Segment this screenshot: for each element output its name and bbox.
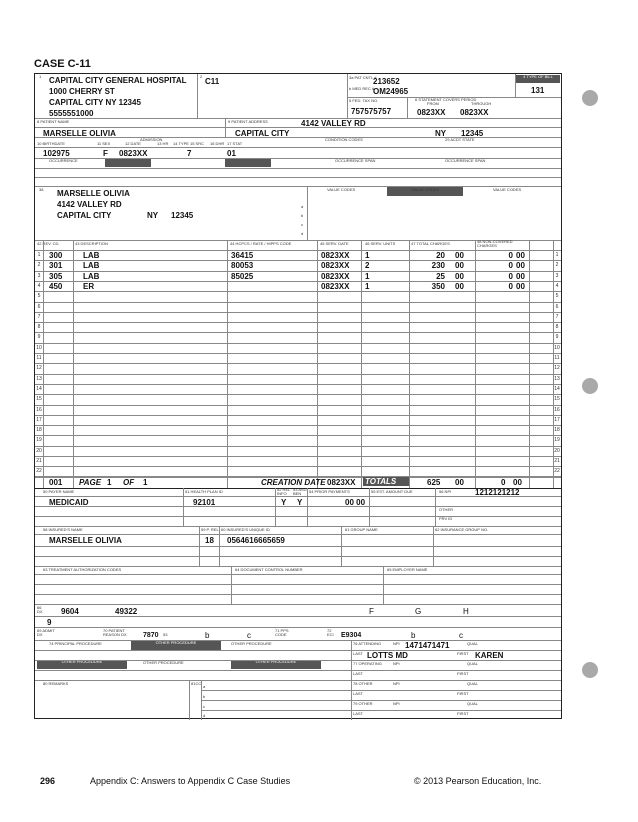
prv-id-label: PRV ID [439, 516, 453, 521]
line-item-units: 1 [365, 281, 370, 291]
line-item-date: 0823XX [321, 271, 350, 281]
other-procedure-label-a: OTHER PROCEDURE [131, 641, 221, 650]
other78-last-label: LAST [353, 691, 364, 696]
row-number: 20 [36, 447, 42, 454]
other-prv-label: OTHER [439, 507, 453, 512]
pps-code-label: 71 PPS CODE [275, 628, 289, 637]
reason-dx-b: b [205, 631, 210, 640]
line-item-units: 1 [365, 271, 370, 281]
row-number: 8 [555, 324, 559, 331]
insured-id: 0564616665659 [227, 536, 285, 545]
patient-address-label: 9 PATIENT ADDRESS [228, 119, 268, 124]
footer-text: Appendix C: Answers to Appendix C Case Studies [90, 776, 291, 786]
cc-row-c: c [203, 704, 205, 709]
row-number: 5 [555, 293, 559, 300]
line-item-rev: 301 [49, 261, 63, 271]
attending-first-label: FIRST [457, 651, 469, 656]
attending-last-label: LAST [353, 651, 364, 656]
sex: F [103, 149, 108, 158]
row-number: 5 [37, 293, 41, 300]
patient-status: 01 [227, 149, 236, 158]
provider-phone: 5555551000 [49, 109, 94, 118]
line-item-hcpcs: 36415 [231, 251, 254, 260]
prior-payments: 00 00 [345, 498, 366, 507]
other79-last-label: LAST [353, 711, 364, 716]
fed-tax-label: 5 FED. TAX NO. [349, 98, 379, 103]
page-number: 1 [107, 478, 112, 487]
row-number: 21 [36, 458, 42, 464]
statement-from: 0823XX [417, 108, 446, 117]
row-number: 16 [554, 406, 560, 413]
row-letter-a: a [301, 204, 304, 209]
payer-name-label: 50 PAYER NAME [43, 489, 75, 494]
line-item-date: 0823XX [321, 251, 350, 260]
operating-last-label: LAST [353, 671, 364, 676]
responsible-address: 4142 VALLEY RD [57, 200, 122, 209]
other-procedure-label-d: OTHER PROCEDURE [143, 660, 184, 665]
attending-npi: 1471471471 [405, 641, 450, 650]
operating-first-label: FIRST [457, 671, 469, 676]
npi-label: 56 NPI [439, 489, 452, 494]
line-item-nc-dollars: 0 [508, 251, 513, 260]
billing-npi: 1212121212 [475, 488, 520, 497]
dx-label: 66 DX [37, 605, 43, 614]
attending-qual-label: QUAL [467, 641, 478, 646]
row-number: 19 [36, 437, 42, 444]
row-number: 15 [554, 396, 560, 403]
reason-dx-c: c [247, 631, 251, 640]
line-item-desc: ER [83, 281, 95, 291]
insured-name: MARSELLE OLIVIA [49, 536, 122, 545]
admission-hr-label: 13 HR [157, 141, 169, 146]
payer-name: MEDICAID [49, 498, 89, 507]
attending-first: KAREN [475, 651, 504, 660]
hcpcs-header: 44 HCPCS / RATE / HIPPS CODE [230, 241, 292, 246]
row-number: 10 [554, 344, 560, 351]
patient-city: CAPITAL CITY [235, 129, 290, 138]
treatment-auth-label: 63 TREATMENT AUTHORIZATION CODES [43, 567, 122, 572]
provider-city: CAPITAL CITY NY 12345 [49, 98, 141, 107]
line-item-rev: 450 [49, 281, 63, 291]
other79-qual-label: QUAL [467, 701, 478, 706]
row-letter-b: b [301, 213, 304, 218]
sex-label: 11 SEX [97, 141, 111, 146]
line-item-desc: LAB [83, 261, 100, 271]
page-label: PAGE [79, 478, 102, 487]
cc-row-a: a [203, 684, 206, 689]
row-number: 16 [36, 406, 42, 413]
admission-src-label: 15 SRC [190, 141, 205, 146]
other79-npi-label: NPI [393, 701, 400, 706]
patient-name-label: 8 PATIENT NAME [37, 119, 70, 124]
line-item-nc-dollars: 0 [508, 261, 513, 271]
p-rel-label: 59 P. REL [201, 527, 219, 532]
row-number: 12 [554, 365, 560, 372]
responsible-city: CAPITAL CITY [57, 211, 112, 220]
line-item-cents: 00 [455, 271, 464, 281]
statement-from-label: FROM [427, 101, 439, 106]
other-procedure-label-c: OTHER PROCEDURE [37, 660, 127, 669]
responsible-zip: 12345 [171, 211, 194, 220]
row-number: 22 [36, 468, 42, 475]
document-control-label: 64 DOCUMENT CONTROL NUMBER [235, 567, 303, 572]
type-bill-label: 4 TYPE OF BILL [516, 75, 560, 83]
serv-units-header: 46 SERV. UNITS [365, 241, 396, 246]
row-number: 6 [37, 303, 41, 310]
total-nc-dollars: 0 [501, 478, 506, 487]
creation-date-label: CREATION DATE [261, 478, 326, 487]
est-amount-due-label: 55 EST. AMOUNT DUE [371, 489, 413, 494]
row-number: 20 [554, 447, 560, 454]
operating-npi-label: NPI [393, 661, 400, 666]
row-number: 21 [554, 458, 560, 464]
attending-npi-label: NPI [393, 641, 400, 646]
admission-label: ADMISSION [140, 137, 163, 142]
birthdate: 102975 [43, 149, 70, 158]
type-of-bill: 131 [531, 86, 545, 95]
prior-payments-label: 54 PRIOR PAYMENTS [309, 489, 350, 494]
non-covered-header: 48 NON-COVERED CHARGES [477, 239, 513, 248]
footer-page-number: 296 [40, 776, 56, 786]
patient-zip: 12345 [461, 129, 484, 138]
asg-ben-label: 53 ASG BEN [293, 487, 307, 496]
insured-id-label: 60 INSURED'S UNIQUE ID [221, 527, 270, 532]
row-number: 2 [555, 262, 559, 269]
line-item-dollars: 350 [431, 281, 445, 291]
line-item-date: 0823XX [321, 261, 350, 271]
row-number: 9 [37, 334, 41, 341]
health-plan-id-label: 51 HEALTH PLAN ID [185, 489, 223, 494]
other79-label: 79 OTHER [353, 701, 373, 706]
patient-state: NY [435, 129, 447, 138]
patient-address: 4142 VALLEY RD [301, 119, 366, 128]
punch-hole-icon [582, 662, 598, 678]
occurrence-span-label: OCCURRENCE SPAN [335, 158, 376, 163]
row-number: 1 [555, 252, 559, 258]
dhr-label: 16 DHR [210, 141, 225, 146]
line-item-desc: LAB [83, 251, 100, 260]
other78-qual-label: QUAL [467, 681, 478, 686]
other-procedure-label-b: OTHER PROCEDURE [231, 641, 272, 646]
row-number: 1 [37, 252, 41, 258]
creation-date: 0823XX [327, 478, 356, 487]
row-number: 18 [36, 427, 42, 434]
patient-name: MARSELLE OLIVIA [43, 129, 116, 138]
cc-row-b: b [203, 694, 206, 699]
page-of: 1 [143, 478, 148, 487]
employer-name-label: 65 EMPLOYER NAME [387, 567, 428, 572]
value-codes-label-3: VALUE CODES [493, 187, 522, 192]
ub04-form: 1 CAPITAL CITY GENERAL HOSPITAL 1000 CHERRY ST CAPITAL CITY NY 12345 5555551000 2 C11 3a PAT CNTL # 213652 b MED REC # OM24965 4 TYPE OF BILL 131 5 FED. TAX NO. 757575757 6 STATEMENT COVERS PERIOD FROM THROUGH 0823XX 0823XX 8 PATIENT NAME 9 PATIENT ADDRESS 4142 VALLEY RD MARSELLE OLIVIA CAPITAL CITY NY 12345 10 BIRTHDATE 11 SEX ADMISSION 12 DATE 13 HR 14 TYPE 15 SRC 16 DHR 17 STAT CONDITION CODES 29 ACDT STATE 102975 F 0823XX 7 01 OCCURRENCE OCCURRENCE SPAN OCCURRENCE SPAN 38 MARSELLE OLIVIA 4142 VALLEY RD CAPITAL CITY NY 12345 VALUE CODES VALUE CODES VALUE CODES a b c d 42 REV. CD. 43 DESCRIPTION 44 HCPCS / RATE / HIPPS CODE 45 SERV. DATE 46 SERV. UNITS 47 TOTAL CHARGES 48 NON-COVERED CHARGES 1 1 2 2 3 3 4 4 5 5 6 6 7 7 8 8 9 9 10 10 11 11 12 12 13 13 14 14 15 15 16 16 17 17 18 18 19 19 20 20 21 21 22 22 300 LAB 36415 0823XX 1 20 00 0 00 301 LAB 80053 0823XX 2 230 00 0 00 305 LAB 85025 0823XX 1 25 00 0 00 450 ER 0823XX 1 350 00 0 00 001 PAGE 1 OF 1 CREATION DATE 0823XX TOTALS 625 00 0 00 50 PAYER NAME 51 HEALTH PLAN ID 52 REL INFO 53 ASG BEN 54 PRIOR PAYMENTS 55 EST. AMOUNT DUE 56 NPI 1212121212 MEDICAID 92101 Y Y 00 00 OTHER PRV ID 58 INSURED'S NAME 59 P. REL 60 INSURED'S UNIQUE ID 61 GROUP NAME 62 INSURANCE GROUP NO. MARSELLE OLIVIA 18 0564616665659 63 TREATMENT AUTHORIZATION CODES 64 DOCUMENT CONTROL NUMBER 65 EMPLOYER NAME 66 DX 9604 49322 F G H 9 69 ADMIT DX 70 PATIENT REASON DX 7870 53 b c 71 PPS CODE 72 ECI E9304 b c 74 PRINCIPAL PROCEDURE OTHER PROCEDURE OTHER PROCEDURE 76 ATTENDING NPI 1471471471 QUAL LAST LOTTS MD FIRST KAREN OTHER PROCEDURE OTHER PROCEDURE OTHER PROCEDURE 77 OPERATING NPI QUAL LAST FIRST 80 REMARKS 81CC a b c d 78 OTHER NPI QUAL LAST FIRST 79 OTHER NPI QUAL LAST FIRST [34, 73, 562, 719]
admission-date-label: 12 DATE [125, 141, 141, 146]
row-number: 19 [554, 437, 560, 444]
row-number: 9 [555, 334, 559, 341]
row-number: 15 [36, 396, 42, 403]
line-item-cents: 00 [455, 281, 464, 291]
pay-to-code: C11 [205, 77, 220, 86]
total-nc-cents: 00 [513, 478, 522, 487]
dx-letter-g: G [415, 607, 422, 616]
line-item-cents: 00 [455, 261, 464, 271]
punch-hole-icon [582, 378, 598, 394]
eci-b: b [411, 631, 416, 640]
admission-date: 0823XX [119, 149, 148, 158]
other78-first-label: FIRST [457, 691, 469, 696]
total-cents: 00 [455, 478, 464, 487]
statement-through-label: THROUGH [471, 101, 492, 106]
other78-label: 78 OTHER [353, 681, 373, 686]
occurrence-span-label-2: OCCURRENCE SPAN [445, 158, 486, 163]
rel-info-label: 52 REL INFO [277, 487, 291, 496]
row-number: 13 [36, 375, 42, 382]
attending-last: LOTTS MD [367, 651, 408, 660]
serv-date-header: 45 SERV. DATE [320, 241, 349, 246]
med-rec-no: OM24965 [373, 87, 409, 96]
footer-copyright: © 2013 Pearson Education, Inc. [414, 776, 542, 786]
line-item-hcpcs: 80053 [231, 261, 254, 271]
health-plan-id: 92101 [193, 498, 216, 507]
row-number: 7 [37, 313, 41, 320]
line-item-nc-dollars: 0 [508, 271, 513, 281]
dx-row2: 9 [47, 618, 52, 627]
line-item-rev: 300 [49, 251, 63, 260]
principal-procedure-label: 74 PRINCIPAL PROCEDURE [49, 641, 102, 646]
line-item-nc-cents: 00 [516, 271, 525, 281]
condition-codes-label: CONDITION CODES [325, 137, 363, 142]
row-number: 2 [37, 262, 41, 269]
row-number: 11 [554, 355, 560, 361]
total-charges-header: 47 TOTAL CHARGES [411, 241, 450, 246]
punch-hole-icon [582, 90, 598, 106]
dx-code-2: 49322 [115, 607, 138, 616]
stat-label: 17 STAT [227, 141, 243, 146]
row-number: 6 [555, 303, 559, 310]
row-number: 8 [37, 324, 41, 331]
group-name-label: 61 GROUP NAME [345, 527, 378, 532]
attending-label: 76 ATTENDING [353, 641, 382, 646]
birthdate-label: 10 BIRTHDATE [37, 141, 65, 146]
row-number: 11 [36, 355, 42, 361]
row-number: 22 [554, 468, 560, 475]
line-item-dollars: 230 [431, 261, 445, 271]
remarks-label: 80 REMARKS [43, 681, 69, 686]
group-no-label: 62 INSURANCE GROUP NO. [435, 527, 489, 532]
line-item-hcpcs: 85025 [231, 271, 254, 281]
row-number: 4 [555, 282, 559, 289]
row-number: 7 [555, 313, 559, 320]
row-number: 10 [36, 344, 42, 351]
admit-dx-suffix: 53 [163, 632, 168, 637]
description-header: 43 DESCRIPTION [75, 241, 108, 246]
responsible-state: NY [147, 211, 159, 220]
line-item-dollars: 20 [436, 251, 445, 260]
eci-code: E9304 [341, 632, 362, 639]
row-number: 13 [554, 375, 560, 382]
patient-reason-dx-label: 70 PATIENT REASON DX [103, 628, 127, 637]
row-number: 17 [554, 416, 560, 423]
other78-npi-label: NPI [393, 681, 400, 686]
admit-dx: 7870 [143, 632, 159, 639]
line-item-date: 0823XX [321, 281, 350, 291]
line-item-desc: LAB [83, 271, 100, 281]
row-number: 3 [555, 272, 559, 279]
responsible-name: MARSELLE OLIVIA [57, 189, 130, 198]
value-codes-label-2: VALUE CODES [411, 187, 440, 192]
dx-letter-f: F [369, 607, 374, 616]
line-item-units: 1 [365, 251, 370, 260]
cc81-label: 81CC [191, 681, 202, 686]
rel-info: Y [281, 498, 287, 507]
other-procedure-label-e: OTHER PROCEDURE [231, 660, 321, 669]
value-codes-label-1: VALUE CODES [327, 187, 356, 192]
line-item-nc-cents: 00 [516, 281, 525, 291]
line-item-dollars: 25 [436, 271, 445, 281]
statement-through: 0823XX [460, 108, 489, 117]
row-number: 14 [554, 385, 560, 392]
case-title: CASE C-11 [34, 58, 91, 70]
statement-label: 6 STATEMENT COVERS PERIOD [415, 97, 477, 102]
line-item-nc-cents: 00 [516, 251, 525, 260]
line-item-nc-dollars: 0 [508, 281, 513, 291]
occurrence-label: OCCURRENCE [49, 158, 78, 163]
totals-label: TOTALS [363, 477, 409, 486]
rev-cd-header: 42 REV. CD. [37, 241, 60, 246]
operating-label: 77 OPERATING [353, 661, 382, 666]
admission-type: 7 [187, 149, 192, 158]
cc-row-d: d [203, 713, 206, 718]
med-rec-label: b MED REC # [349, 86, 375, 91]
row-number: 3 [37, 272, 41, 279]
row-letter-c: c [301, 222, 303, 227]
line-item-cents: 00 [455, 251, 464, 260]
acdt-state-label: 29 ACDT STATE [445, 137, 475, 142]
patient-relationship: 18 [205, 536, 214, 545]
line-item-nc-cents: 00 [516, 261, 525, 271]
total-dollars: 625 [427, 478, 441, 487]
of-label: OF [123, 478, 135, 487]
operating-qual-label: QUAL [467, 661, 478, 666]
line23-code: 001 [49, 478, 63, 487]
row-number: 12 [36, 365, 42, 372]
other79-first-label: FIRST [457, 711, 469, 716]
admit-dx-label: 69 ADMIT DX [37, 628, 55, 637]
provider-address: 1000 CHERRY ST [49, 87, 115, 96]
row-number: 4 [37, 282, 41, 289]
eci-c: c [459, 631, 463, 640]
fed-tax-no: 757575757 [351, 107, 392, 116]
row-number: 18 [554, 427, 560, 434]
provider-name: CAPITAL CITY GENERAL HOSPITAL [49, 76, 187, 85]
row-letter-d: d [301, 231, 304, 236]
patient-control-no: 213652 [373, 77, 400, 86]
line-item-rev: 305 [49, 271, 63, 281]
line-item-units: 2 [365, 261, 370, 271]
eci-label: 72 ECI [327, 628, 334, 637]
asg-ben: Y [297, 498, 303, 507]
dx-code-1: 9604 [61, 607, 79, 616]
patient-control-label: 3a PAT CNTL # [349, 75, 377, 80]
admission-type-label: 14 TYPE [173, 141, 189, 146]
insured-name-label: 58 INSURED'S NAME [43, 527, 83, 532]
row-number: 17 [36, 416, 42, 423]
row-number: 14 [36, 385, 42, 392]
dx-letter-h: H [463, 607, 469, 616]
